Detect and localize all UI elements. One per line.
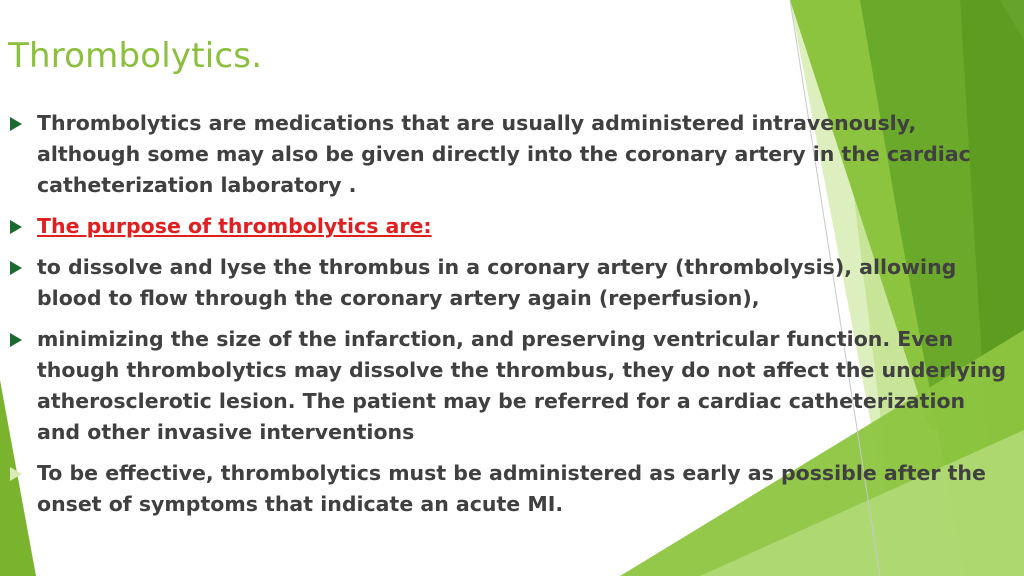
triangle-bullet-icon	[10, 117, 22, 131]
bullet-item	[0, 458, 1024, 520]
bullet-text: To be effective, thrombolytics must be administered as early as possible after the onset of symptoms that indicate an acute MI.	[37, 461, 986, 516]
triangle-bullet-icon	[10, 333, 22, 347]
bullet-text: to dissolve and lyse the thrombus in a coronary artery (thrombolysis), allowing blood to flow through the coronary artery again (reperfusion),	[37, 255, 957, 310]
bullet-item	[0, 108, 1024, 201]
bullet-list	[0, 108, 1024, 530]
bullet-item	[0, 324, 1024, 448]
bullet-text: minimizing the size of the infarction, and preserving ventricular function. Even though thrombolytics may dissolve the thrombus, they do not affect the underlying atherosclerotic lesion. The patient may be referred for a cardiac catheterization and other invasive interventions	[37, 327, 1007, 444]
triangle-bullet-icon	[10, 261, 22, 275]
slide-title: Thrombolytics.	[8, 36, 263, 76]
triangle-bullet-icon	[10, 220, 22, 234]
triangle-bullet-icon	[10, 467, 22, 481]
bullet-item	[0, 211, 1024, 242]
bullet-text: Thrombolytics are medications that are usually administered intravenously, although some may also be given directly into the coronary artery in the cardiac catheterization laboratory .	[37, 111, 971, 197]
bullet-text-highlight: The purpose of thrombolytics are:	[37, 214, 432, 238]
bullet-item	[0, 252, 1024, 314]
